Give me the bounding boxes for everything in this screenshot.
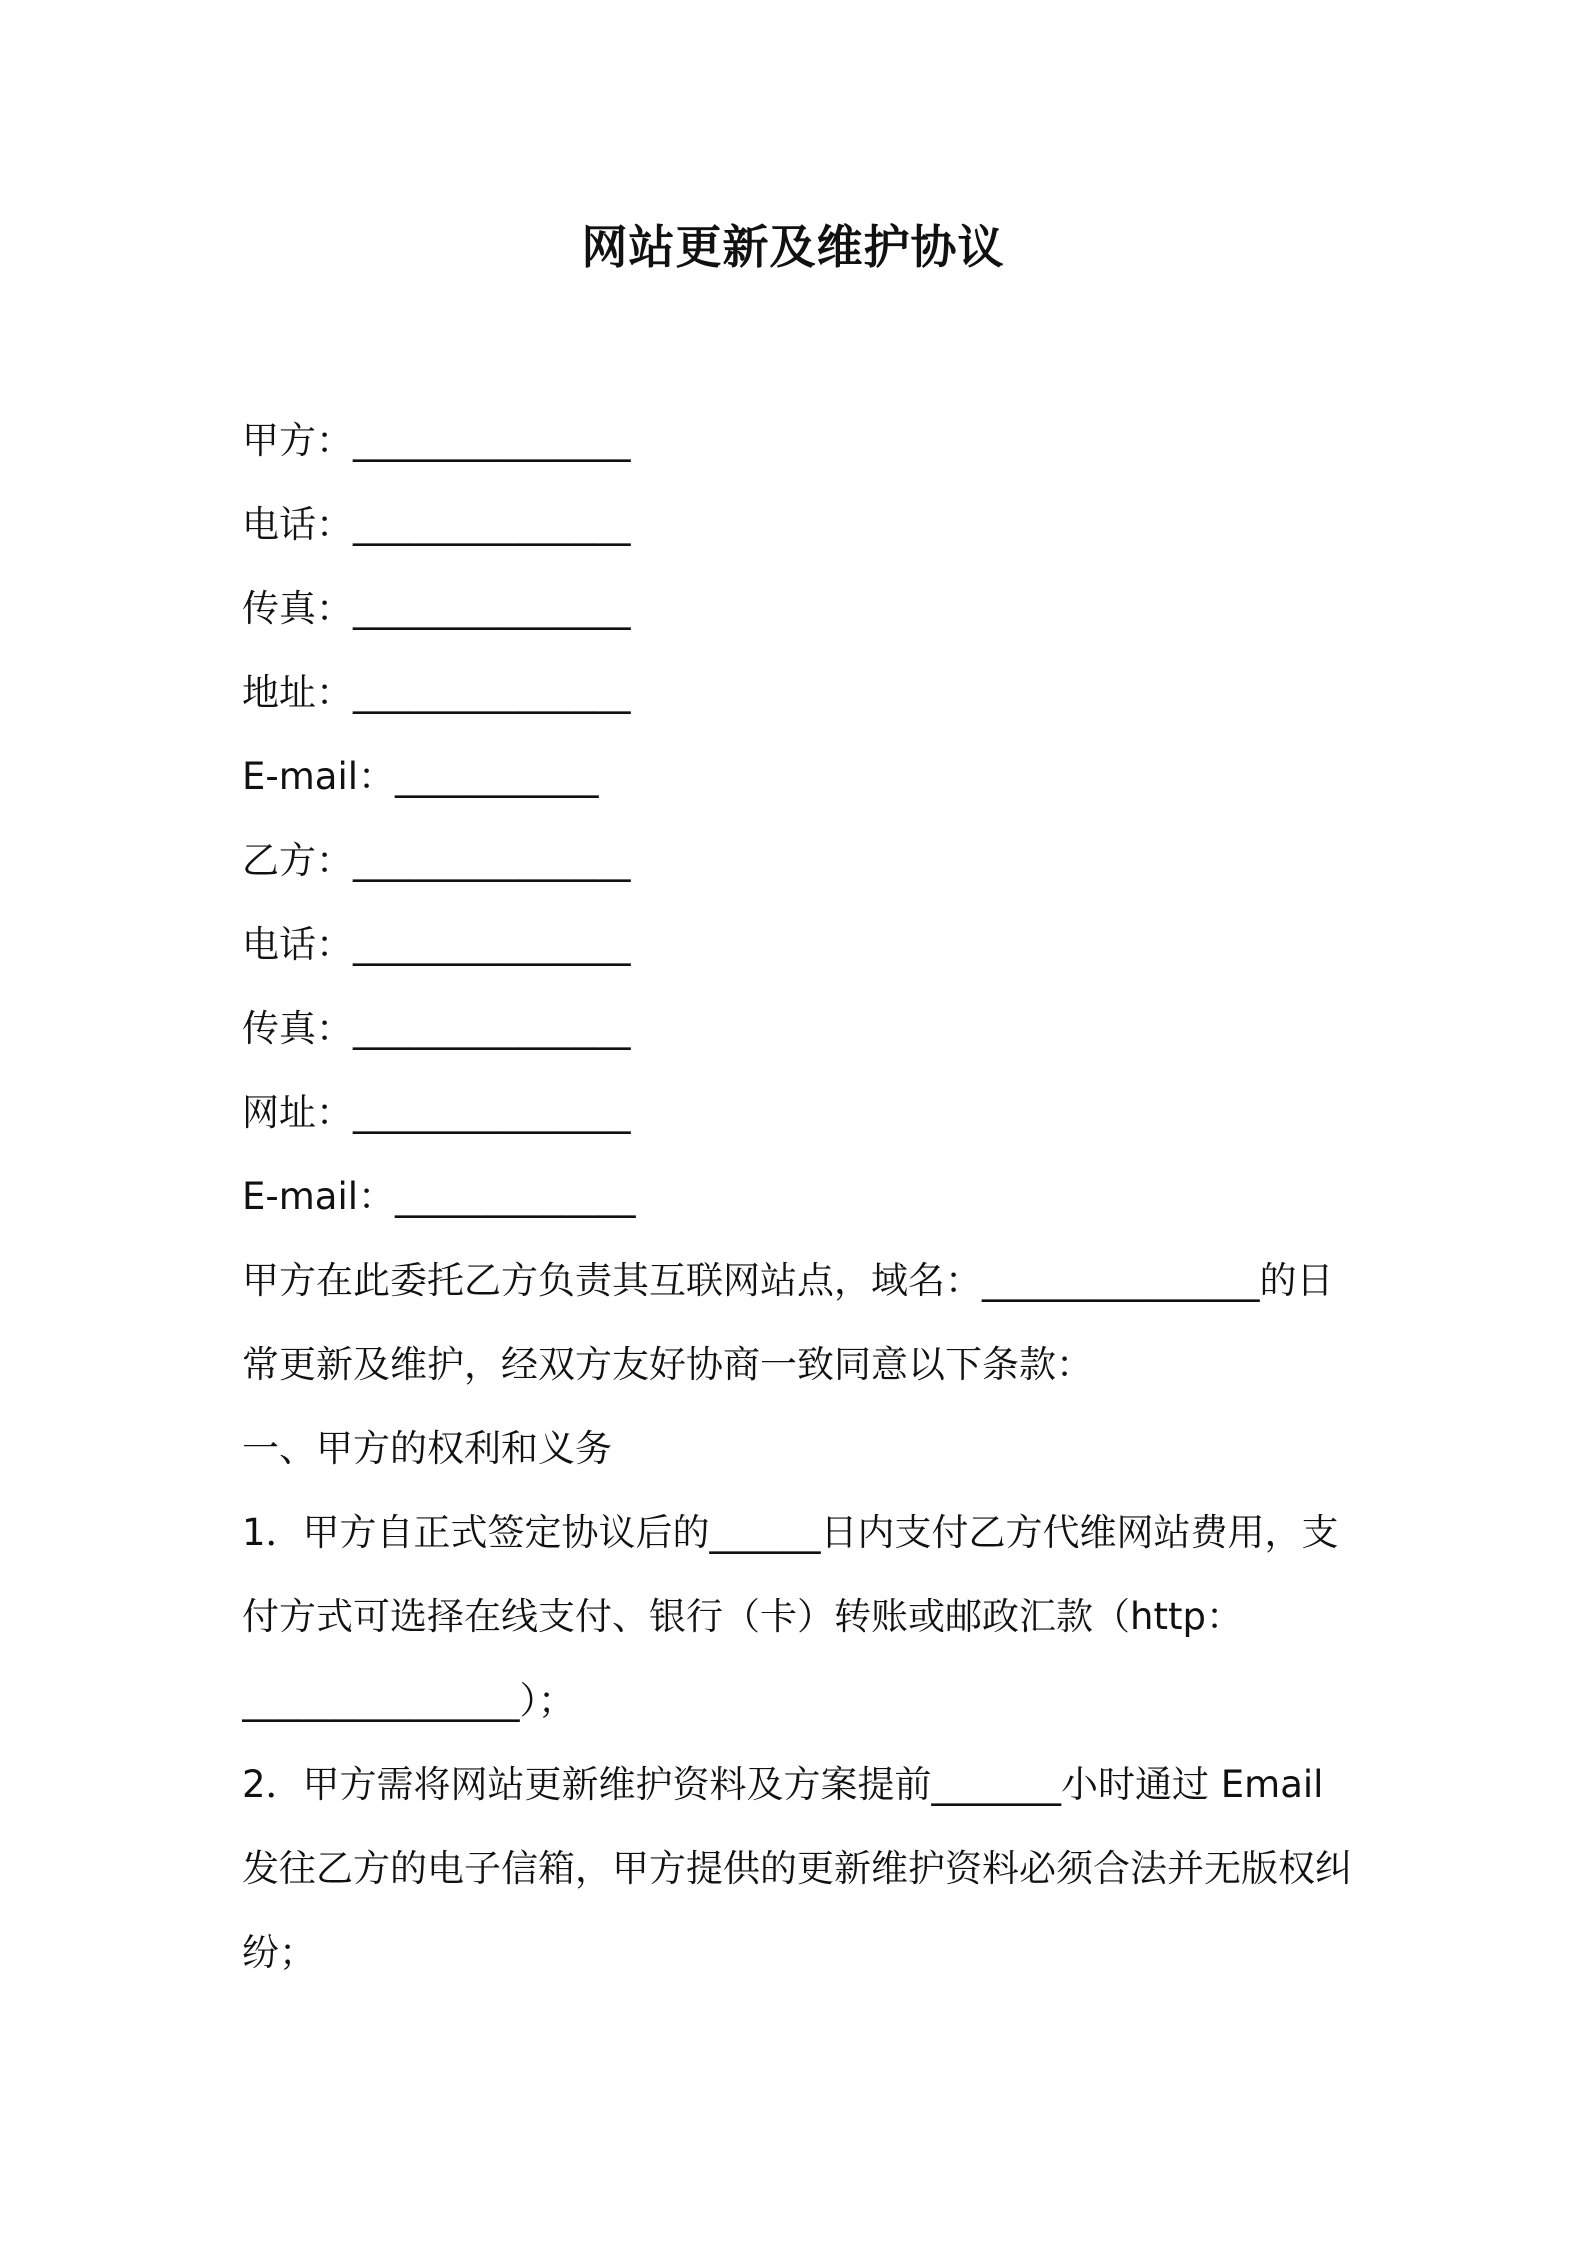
party-b-email-field: E-mail：_____________ [242, 1175, 636, 1218]
section-1-heading: 一、甲方的权利和义务 [242, 1427, 612, 1470]
party-a-phone-field: 电话：_______________ [242, 503, 631, 546]
preamble-line-2: 常更新及维护，经双方友好协商一致同意以下条款： [242, 1343, 1093, 1386]
party-a-fax-field: 传真：_______________ [242, 587, 631, 630]
document-body [242, 399, 1352, 1995]
preamble-line-1: 甲方在此委托乙方负责其互联网站点，域名：_______________的日 [242, 1259, 1334, 1302]
party-b-name-field: 乙方：_______________ [242, 839, 631, 882]
party-b-website-field: 网址：_______________ [242, 1091, 631, 1134]
document-title: 网站更新及维护协议 [581, 220, 1005, 274]
clause-2-line-3: 纷； [242, 1931, 316, 1974]
clause-2-line-2: 发往乙方的电子信箱，甲方提供的更新维护资料必须合法并无版权纠 [242, 1847, 1352, 1890]
party-b-fax-field: 传真：_______________ [242, 1007, 631, 1050]
party-a-email-field: E-mail：___________ [242, 755, 599, 798]
clause-2-line-1: 2．甲方需将网站更新维护资料及方案提前_______小时通过 Email [242, 1763, 1324, 1806]
clause-1-line-1: 1．甲方自正式签定协议后的______日内支付乙方代维网站费用，支 [242, 1511, 1339, 1554]
clause-1-line-3: _______________）； [242, 1679, 575, 1722]
party-a-address-field: 地址：_______________ [242, 671, 631, 714]
clause-1-line-2: 付方式可选择在线支付、银行（卡）转账或邮政汇款（http： [242, 1595, 1243, 1638]
party-b-phone-field: 电话：_______________ [242, 923, 631, 966]
party-a-name-field: 甲方：_______________ [242, 419, 631, 462]
